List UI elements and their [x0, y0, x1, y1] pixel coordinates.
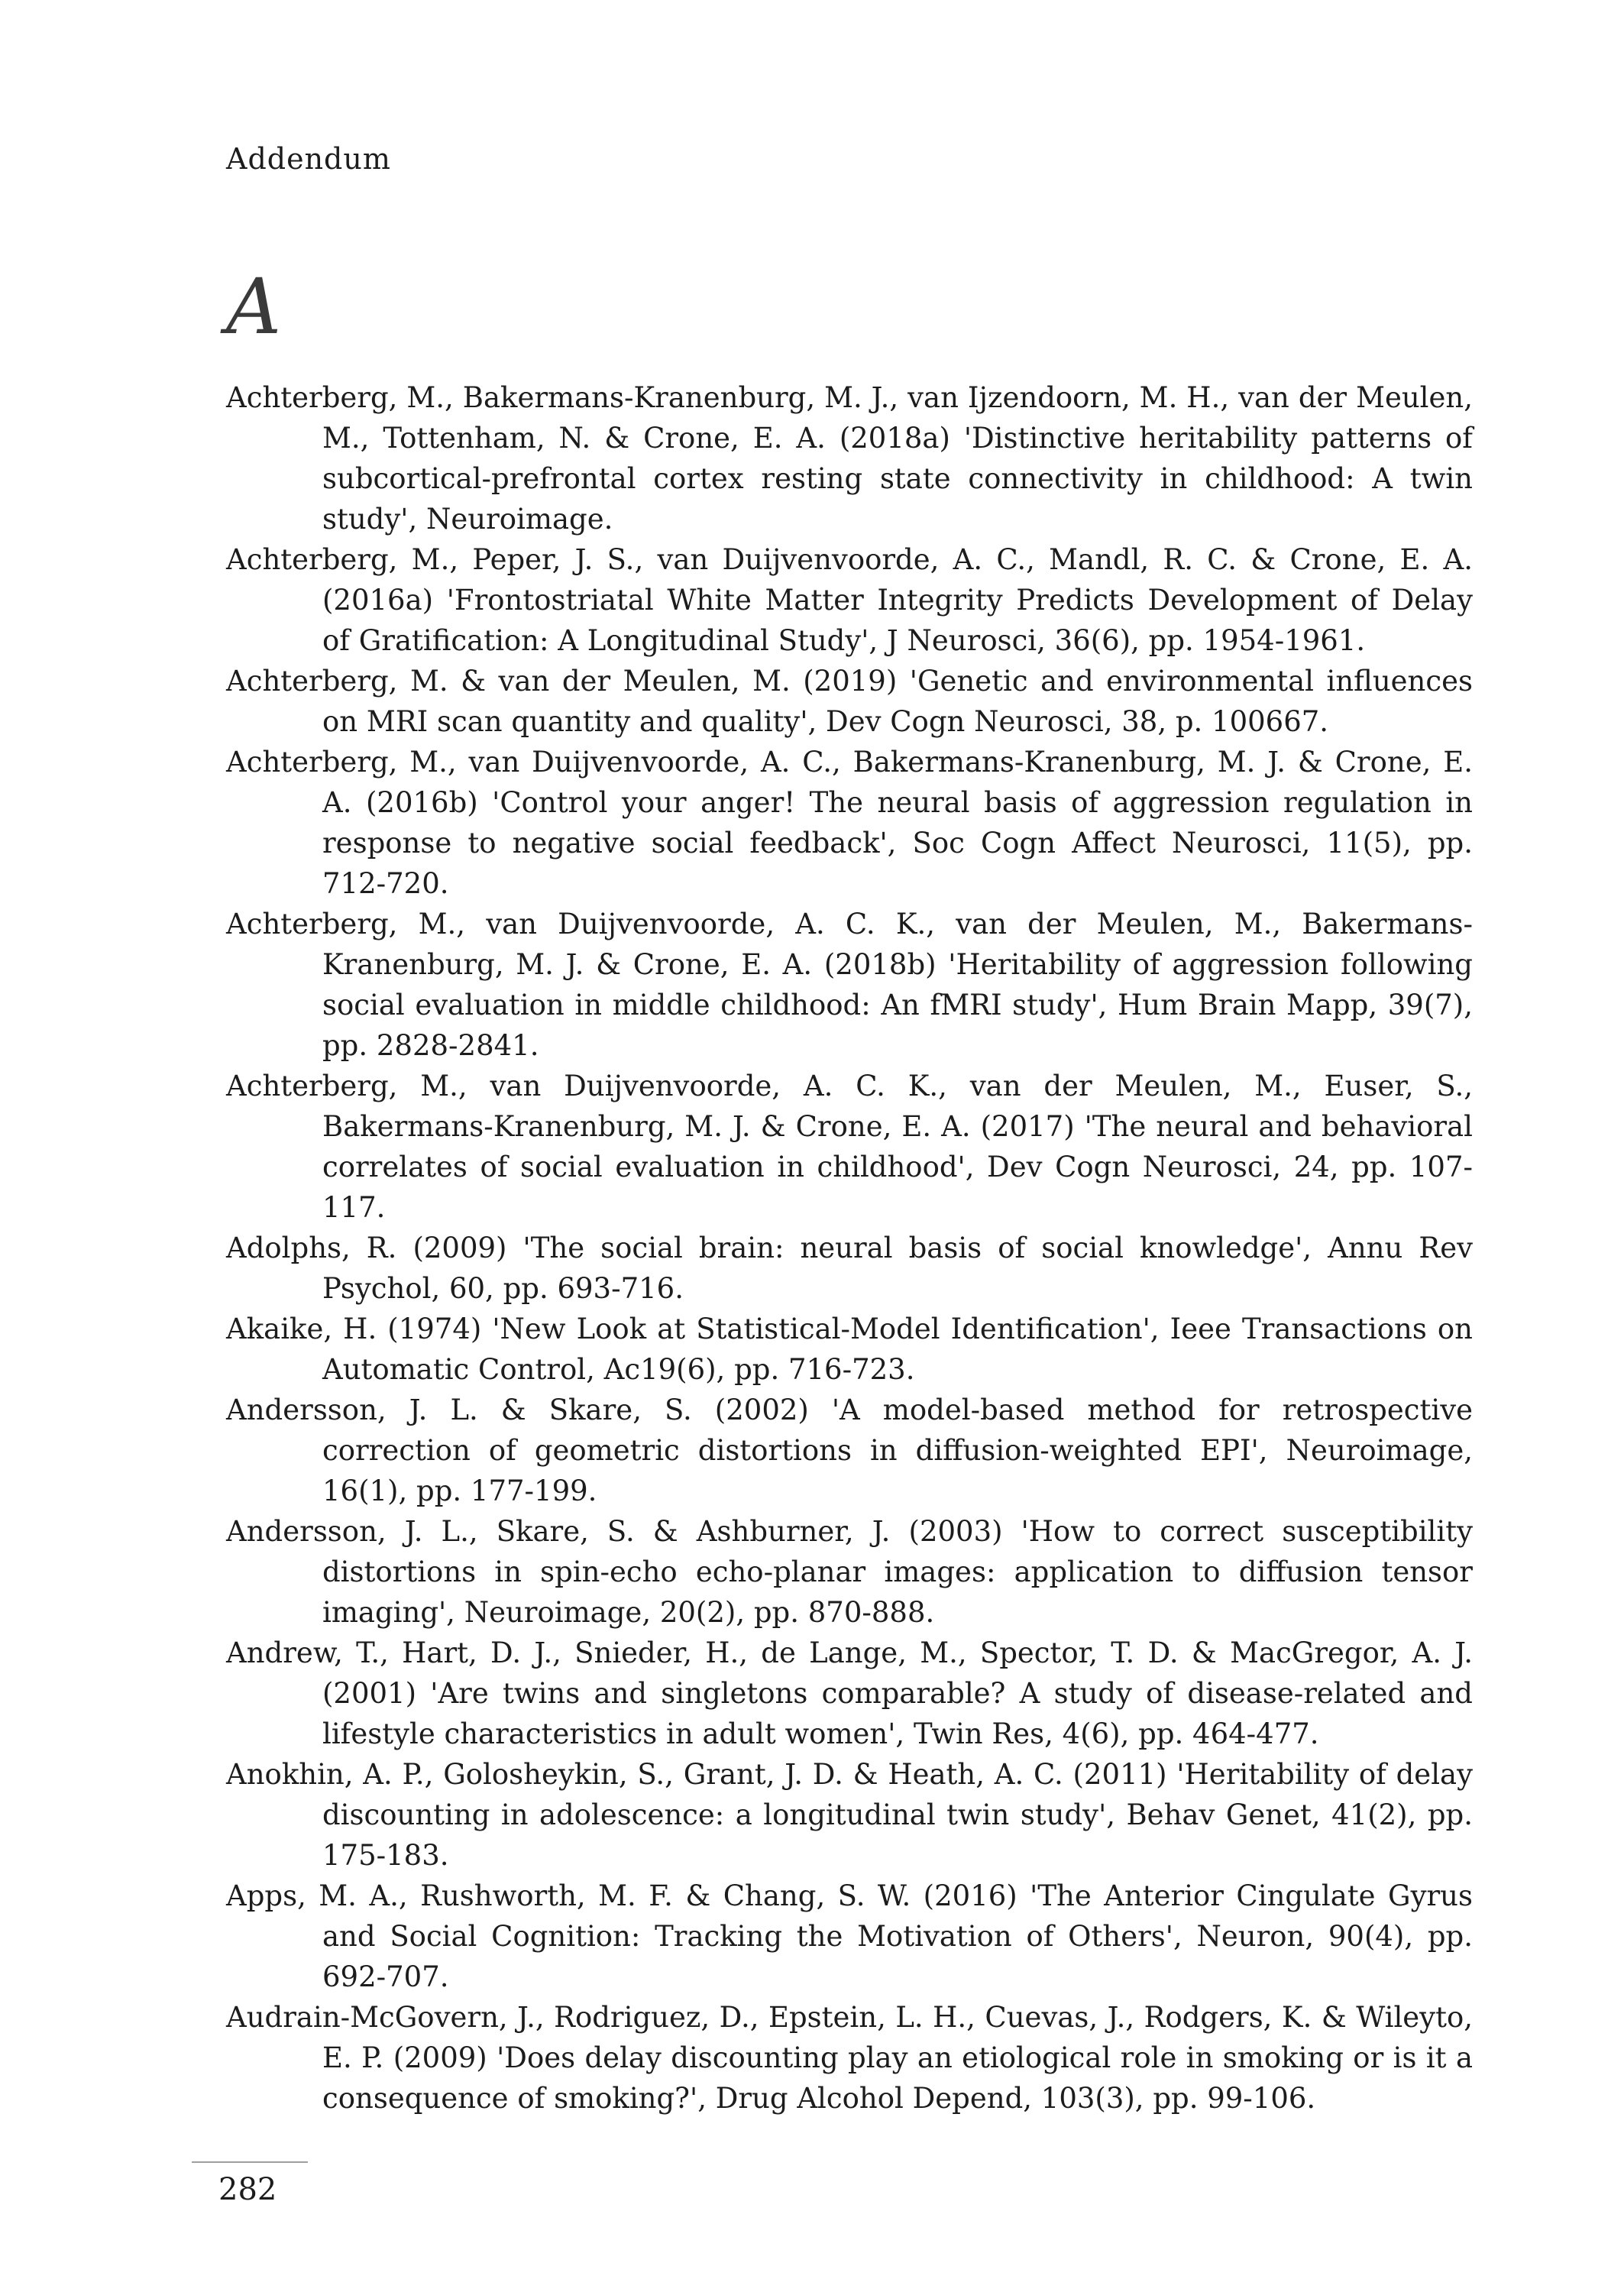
reference-entry: Achterberg, M., Bakermans-Kranenburg, M. J., van Ijzendoorn, M. H., van der Meulen, M., Tottenham, N. & Crone, E. A. (2018a) 'Distinctive heritability patterns of subcortical-prefrontal cortex resting state connectivity in childhood: A twin study', Neuroimage. [226, 381, 1473, 536]
reference-entry: Apps, M. A., Rushworth, M. F. & Chang, S. W. (2016) 'The Anterior Cingulate Gyrus and Social Cognition: Tracking the Motivation of Others', Neuron, 90(4), pp. 692-707. [226, 1879, 1473, 1993]
reference-entry: Anokhin, A. P., Golosheykin, S., Grant, J. D. & Heath, A. C. (2011) 'Heritability of delay discounting in adolescence: a longitudinal twin study', Behav Genet, 41(2), pp. 175-183. [226, 1758, 1473, 1872]
reference-entry: Adolphs, R. (2009) 'The social brain: neural basis of social knowledge', Annu Rev Psychol, 60, pp. 693-716. [226, 1232, 1473, 1305]
reference-entry: Andersson, J. L., Skare, S. & Ashburner, J. (2003) 'How to correct susceptibility distortions in spin-echo echo-planar images: application to diffusion tensor imaging', Neuroimage, 20(2), pp. 870-888. [226, 1515, 1473, 1629]
reference-entry: Andrew, T., Hart, D. J., Snieder, H., de Lange, M., Spector, T. D. & MacGregor, A. J. (2001) 'Are twins and singletons comparable? A study of disease-related and lifestyle characteristics in adult women', Twin Res, 4(6), pp. 464-477. [226, 1636, 1473, 1750]
reference-entry: Akaike, H. (1974) 'New Look at Statistical-Model Identification', Ieee Transactions on Automatic Control, Ac19(6), pp. 716-723. [226, 1313, 1473, 1386]
reference-list [226, 377, 1473, 2119]
reference-entry: Achterberg, M., Peper, J. S., van Duijvenvoorde, A. C., Mandl, R. C. & Crone, E. A. (2016a) 'Frontostriatal White Matter Integrity Predicts Development of Delay of Gratification: A Longitudinal Study', J Neurosci, 36(6), pp. 1954-1961. [226, 543, 1473, 657]
reference-entry: Achterberg, M., van Duijvenvoorde, A. C., Bakermans-Kranenburg, M. J. & Crone, E. A. (2016b) 'Control your anger! The neural basis of aggression regulation in response to negative social feedback', Soc Cogn Affect Neurosci, 11(5), pp. 712-720. [226, 746, 1473, 900]
reference-entry: Audrain-McGovern, J., Rodriguez, D., Epstein, L. H., Cuevas, J., Rodgers, K. & Wileyto, E. P. (2009) 'Does delay discounting play an etiological role in smoking or is it a consequence of smoking?', Drug Alcohol Depend, 103(3), pp. 99-106. [226, 2001, 1473, 2115]
reference-entry: Achterberg, M., van Duijvenvoorde, A. C. K., van der Meulen, M., Bakermans-Kranenburg, M. J. & Crone, E. A. (2018b) 'Heritability of aggression following social evaluation in middle childhood: An fMRI study', Hum Brain Mapp, 39(7), pp. 2828-2841. [226, 908, 1473, 1062]
reference-entry: Andersson, J. L. & Skare, S. (2002) 'A model-based method for retrospective correction of geometric distortions in diffusion-weighted EPI', Neuroimage, 16(1), pp. 177-199. [226, 1394, 1473, 1507]
page-number: 282 [218, 2172, 277, 2207]
section-letter: A [226, 262, 282, 351]
running-head: Addendum [226, 142, 391, 176]
footer-divider [192, 2161, 308, 2163]
reference-entry: Achterberg, M., van Duijvenvoorde, A. C. K., van der Meulen, M., Euser, S., Bakermans-Kranenburg, M. J. & Crone, E. A. (2017) 'The neural and behavioral correlates of social evaluation in childhood', Dev Cogn Neurosci, 24, pp. 107-117. [226, 1070, 1473, 1224]
reference-entry: Achterberg, M. & van der Meulen, M. (2019) 'Genetic and environmental influences on MRI scan quantity and quality', Dev Cogn Neurosci, 38, p. 100667. [226, 665, 1473, 738]
